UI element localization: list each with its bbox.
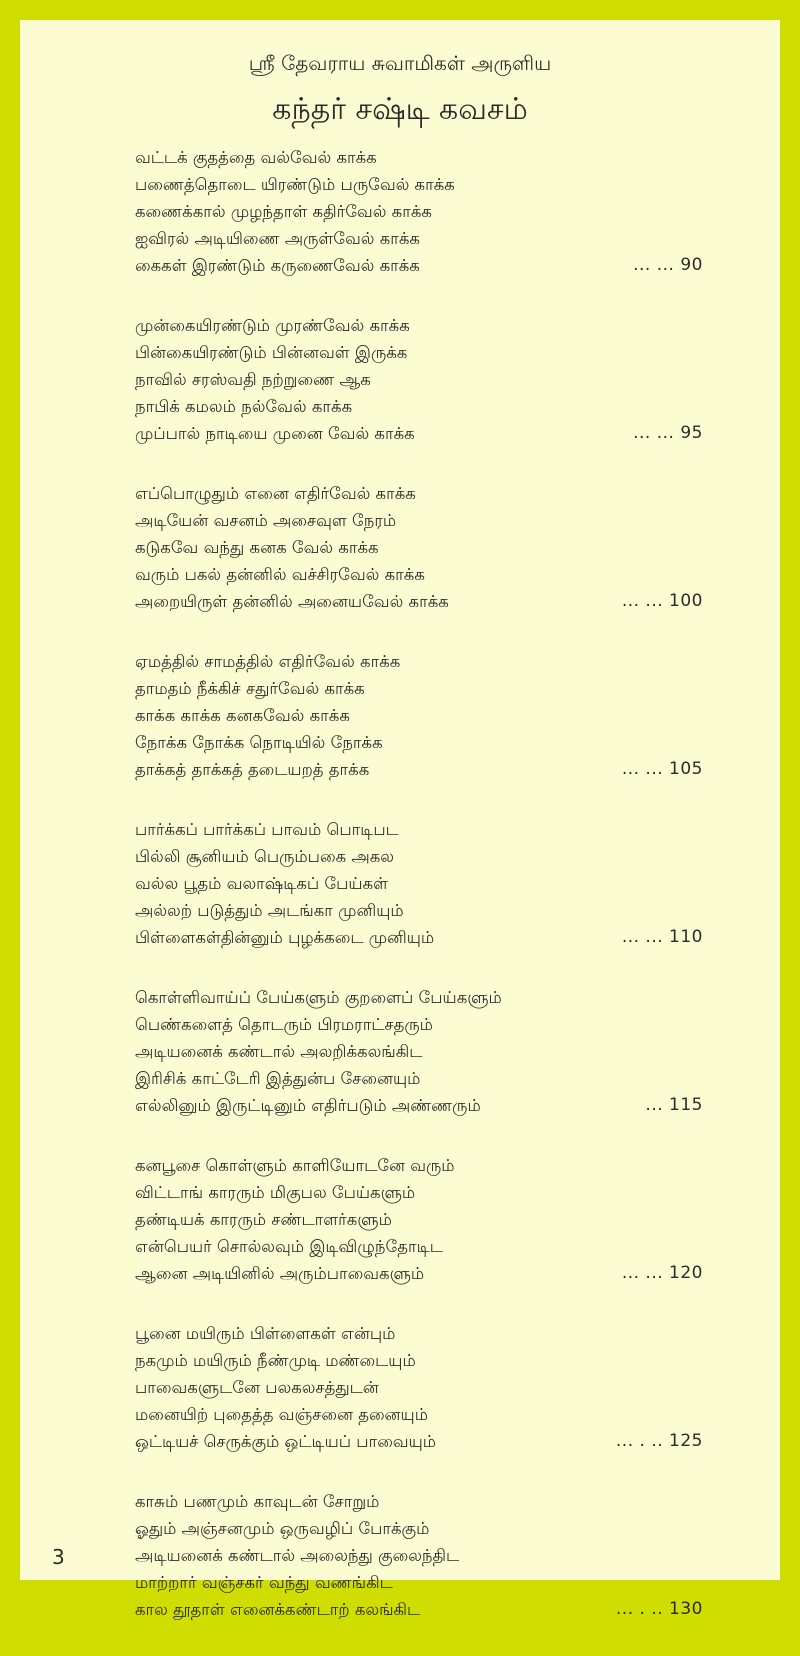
verse-number-marker: ... ... 100 xyxy=(621,591,703,611)
verse-number-marker: ... ... 120 xyxy=(621,1263,703,1283)
verse-line xyxy=(135,1011,705,1038)
verse-line xyxy=(135,1542,705,1569)
verse-text: அடியேன் வசனம் அசைவுள நேரம் xyxy=(135,511,397,530)
verse-text: தாக்கத் தாக்கத் தடையறத் தாக்க xyxy=(135,760,370,779)
verse-text: இரிசிக் காட்டேரி இத்துன்ப சேனையும் xyxy=(135,1069,421,1088)
verse-text: மாற்றார் வஞ்சகர் வந்து வணங்கிட xyxy=(135,1573,393,1592)
stanza xyxy=(135,816,705,951)
verse-number-marker: ... 115 xyxy=(645,1095,703,1115)
verse-text: நாவில் சரஸ்வதி நற்றுணை ஆக xyxy=(135,370,371,389)
verse-text: பின்கையிரண்டும் பின்னவள் இருக்க xyxy=(135,343,408,362)
verse-text: நகமும் மயிரும் நீண்முடி மண்டையும் xyxy=(135,1351,416,1370)
verse-line xyxy=(135,675,705,702)
verse-line xyxy=(135,816,705,843)
verse-number-marker: ... ... 105 xyxy=(621,759,703,779)
verse-line xyxy=(135,1401,705,1428)
verse-number-marker: ... ... 110 xyxy=(621,927,703,947)
verse-line xyxy=(135,1065,705,1092)
verse-line xyxy=(135,561,705,588)
verse-text: அடியனைக் கண்டால் அலைந்து குலைந்திட xyxy=(135,1546,460,1565)
verse-text: அறையிருள் தன்னில் அனையவேல் காக்க xyxy=(135,592,449,611)
verse-line xyxy=(135,507,705,534)
verse-line xyxy=(135,1320,705,1347)
verse-text: கணைக்கால் முழந்தாள் கதிர்வேல் காக்க xyxy=(135,202,432,221)
stanza xyxy=(135,312,705,447)
verse-text: பாவைகளுடனே பலகலசத்துடன் xyxy=(135,1378,379,1397)
verse-number-marker: ... . .. 130 xyxy=(615,1599,703,1619)
verse-line xyxy=(135,984,705,1011)
stanza xyxy=(135,984,705,1119)
verse-line xyxy=(135,171,705,198)
verse-text: காசும் பணமும் காவுடன் சோறும் xyxy=(135,1492,380,1511)
verse-text: வட்டக் குதத்தை வல்வேல் காக்க xyxy=(135,148,377,167)
verse-line xyxy=(135,198,705,225)
verse-text: என்பெயர் சொல்லவும் இடிவிழுந்தோடிட xyxy=(135,1237,443,1256)
verse-line xyxy=(135,1038,705,1065)
verse-body xyxy=(135,144,705,1656)
verse-line xyxy=(135,756,705,783)
verse-line xyxy=(135,870,705,897)
stanza xyxy=(135,1320,705,1455)
verse-text: பார்க்கப் பார்க்கப் பாவம் பொடிபட xyxy=(135,820,399,839)
verse-line xyxy=(135,393,705,420)
verse-line xyxy=(135,144,705,171)
verse-text: விட்டாங் காரரும் மிகுபல பேய்களும் xyxy=(135,1183,416,1202)
verse-line xyxy=(135,1152,705,1179)
verse-text: கால தூதாள் எனைக்கண்டாற் கலங்கிட xyxy=(135,1600,421,1619)
verse-text: அல்லற் படுத்தும் அடங்கா முனியும் xyxy=(135,901,404,920)
verse-line xyxy=(135,1347,705,1374)
verse-line xyxy=(135,534,705,561)
verse-line xyxy=(135,702,705,729)
verse-line xyxy=(135,843,705,870)
verse-text: ஐவிரல் அடியிணை அருள்வேல் காக்க xyxy=(135,229,420,248)
verse-text: முன்கையிரண்டும் முரண்வேல் காக்க xyxy=(135,316,410,335)
verse-number-marker: ... . .. 125 xyxy=(615,1431,703,1451)
verse-line xyxy=(135,729,705,756)
verse-text: கடுகவே வந்து கனக வேல் காக்க xyxy=(135,538,379,557)
verse-text: வரும் பகல் தன்னில் வச்சிரவேல் காக்க xyxy=(135,565,425,584)
verse-line xyxy=(135,1233,705,1260)
verse-text: ஒட்டியச் செருக்கும் ஒட்டியப் பாவையும் xyxy=(135,1432,437,1451)
verse-line xyxy=(135,420,705,447)
verse-line xyxy=(135,1596,705,1623)
verse-text: ஆனை அடியினில் அரும்பாவைகளும் xyxy=(135,1264,425,1283)
verse-line xyxy=(135,1179,705,1206)
page-number: 3 xyxy=(52,1545,65,1569)
verse-line xyxy=(135,1515,705,1542)
page-title: கந்தர் சஷ்டி கவசம் xyxy=(272,92,528,127)
verse-text: பணைத்தொடை யிரண்டும் பருவேல் காக்க xyxy=(135,175,455,194)
verse-text: காக்க காக்க கனகவேல் காக்க xyxy=(135,706,350,725)
stanza xyxy=(135,1152,705,1287)
verse-number-marker: ... ... 90 xyxy=(633,255,703,275)
verse-line xyxy=(135,366,705,393)
verse-line xyxy=(135,1428,705,1455)
verse-text: ஏமத்தில் சாமத்தில் எதிர்வேல் காக்க xyxy=(135,652,401,671)
verse-line xyxy=(135,312,705,339)
verse-text: பில்லி சூனியம் பெரும்பகை அகல xyxy=(135,847,394,866)
verse-text: பிள்ளைகள்தின்னும் புழக்கடை முனியும் xyxy=(135,928,435,947)
verse-line xyxy=(135,1569,705,1596)
stanza xyxy=(135,1488,705,1623)
verse-text: கனபூசை கொள்ளும் காளியோடனே வரும் xyxy=(135,1156,455,1175)
stanza xyxy=(135,480,705,615)
verse-line xyxy=(135,1488,705,1515)
verse-text: மனையிற் புதைத்த வஞ்சனை தனையும் xyxy=(135,1405,428,1424)
verse-text: முப்பால் நாடியை முனை வேல் காக்க xyxy=(135,424,415,443)
verse-text: வல்ல பூதம் வலாஷ்டிகப் பேய்கள் xyxy=(135,874,389,893)
verse-line xyxy=(135,1260,705,1287)
verse-text: நாபிக் கமலம் நல்வேல் காக்க xyxy=(135,397,353,416)
verse-text: நோக்க நோக்க நொடியில் நோக்க xyxy=(135,733,383,752)
stanza xyxy=(135,144,705,279)
verse-line xyxy=(135,225,705,252)
verse-number-marker: ... ... 95 xyxy=(633,423,703,443)
verse-text: தண்டியக் காரரும் சண்டாளர்களும் xyxy=(135,1210,392,1229)
verse-line xyxy=(135,648,705,675)
verse-line xyxy=(135,588,705,615)
verse-text: தாமதம் நீக்கிச் சதுர்வேல் காக்க xyxy=(135,679,365,698)
page-subtitle: ஸ்ரீ தேவராய சுவாமிகள் அருளிய xyxy=(248,51,552,75)
verse-text: அடியனைக் கண்டால் அலறிக்கலங்கிட xyxy=(135,1042,423,1061)
verse-line xyxy=(135,480,705,507)
stanza xyxy=(135,648,705,783)
verse-text: எல்லினும் இருட்டினும் எதிர்படும் அண்ணரும் xyxy=(135,1096,481,1115)
verse-text: கைகள் இரண்டும் கருணைவேல் காக்க xyxy=(135,256,420,275)
verse-line xyxy=(135,924,705,951)
verse-text: பூனை மயிரும் பிள்ளைகள் என்பும் xyxy=(135,1324,396,1343)
verse-line xyxy=(135,1206,705,1233)
verse-line xyxy=(135,1092,705,1119)
verse-text: எப்பொழுதும் எனை எதிர்வேல் காக்க xyxy=(135,484,416,503)
verse-text: ஓதும் அஞ்சனமும் ஒருவழிப் போக்கும் xyxy=(135,1519,430,1538)
verse-line xyxy=(135,897,705,924)
page-panel xyxy=(20,20,780,1619)
verse-text: கொள்ளிவாய்ப் பேய்களும் குறளைப் பேய்களும் xyxy=(135,988,502,1007)
verse-text: பெண்களைத் தொடரும் பிரமராட்சதரும் xyxy=(135,1015,433,1034)
verse-line xyxy=(135,1374,705,1401)
verse-line xyxy=(135,252,705,279)
verse-line xyxy=(135,339,705,366)
